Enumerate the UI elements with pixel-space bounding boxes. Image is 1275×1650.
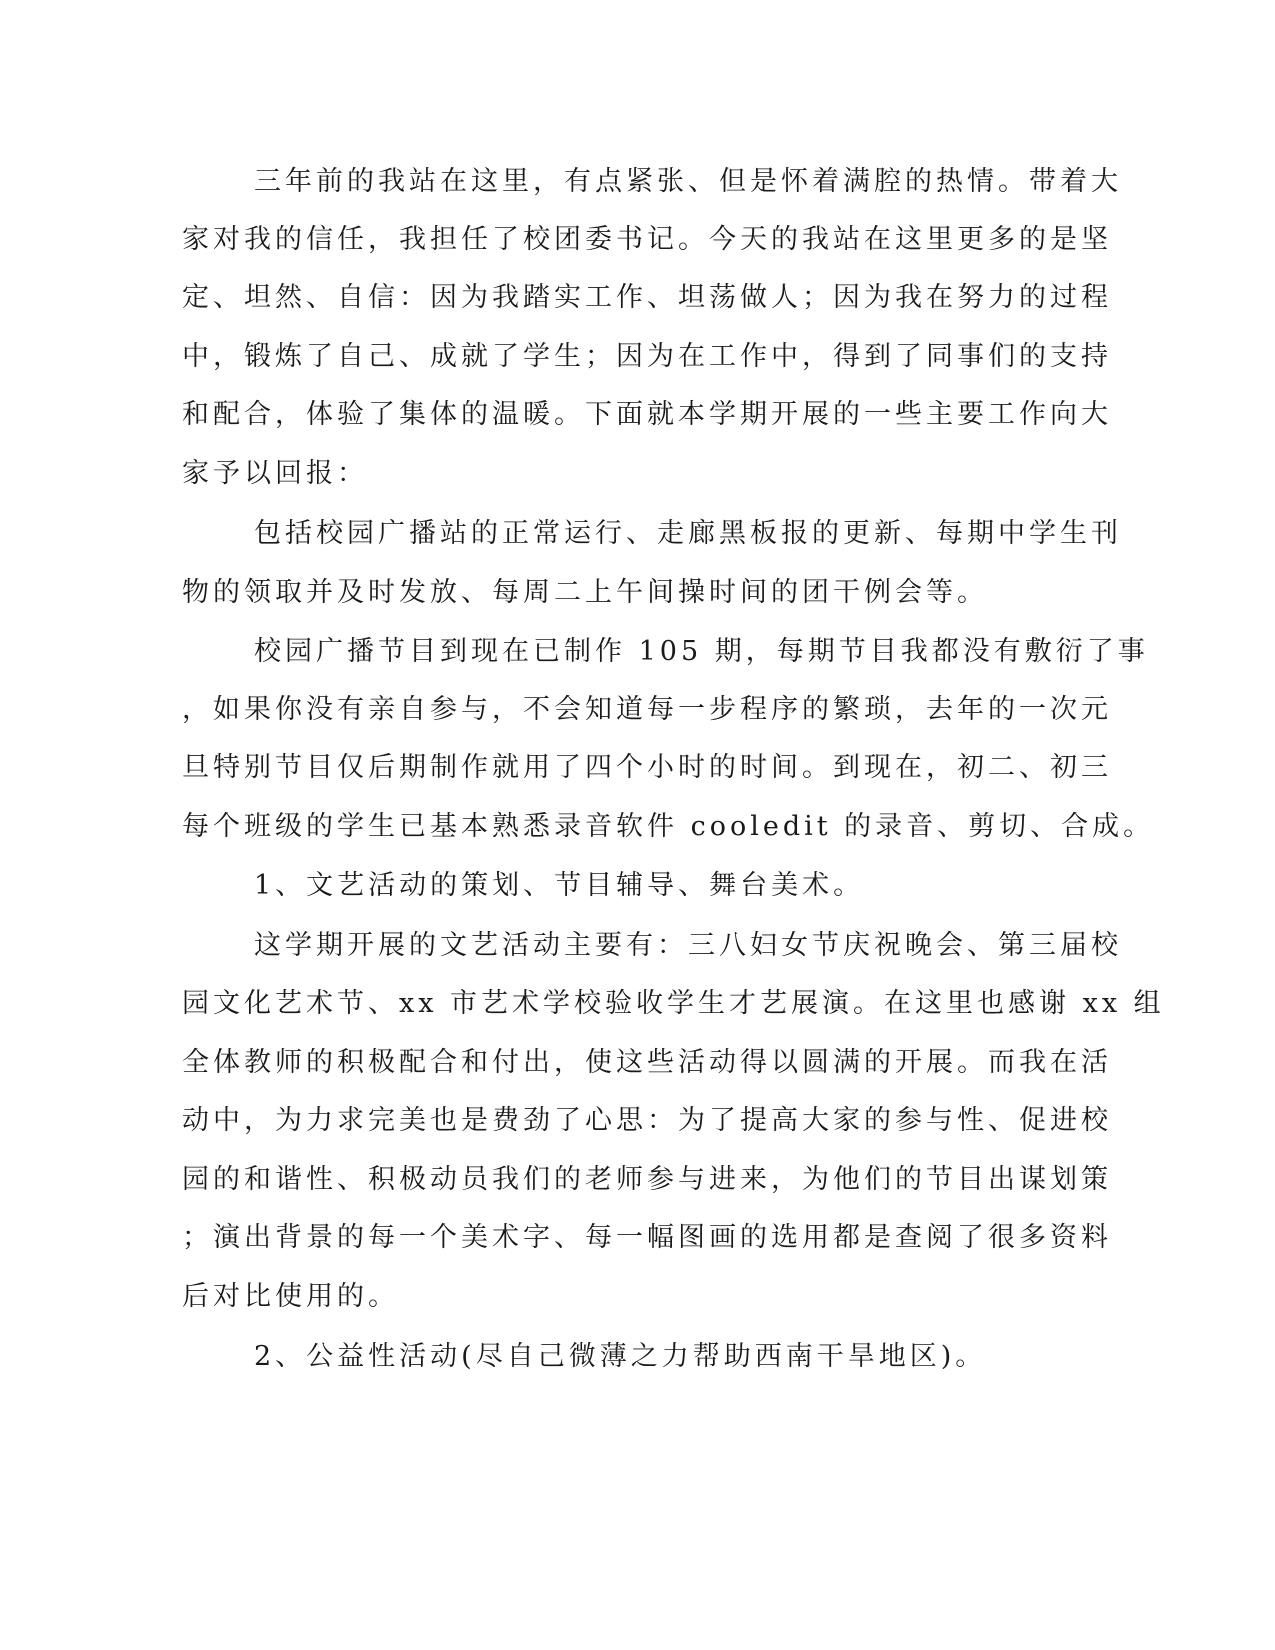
text-line: 家予以回报： bbox=[182, 458, 368, 489]
text-line: 中，锻炼了自己、成就了学生；因为在工作中，得到了同事们的支持 bbox=[182, 341, 1112, 372]
text-line: ，如果你没有亲自参与，不会知道每一步程序的繁琐，去年的一次元 bbox=[182, 694, 1112, 725]
text-line: 校园广播节目到现在已制作 105 期，每期节目我都没有敷衍了事 bbox=[254, 636, 1149, 667]
text-line: 后对比使用的。 bbox=[182, 1281, 399, 1312]
text-line: 定、坦然、自信：因为我踏实工作、坦荡做人；因为我在努力的过程 bbox=[182, 282, 1112, 313]
text-line: ；演出背景的每一个美术字、每一幅图画的选用都是查阅了很多资料 bbox=[182, 1222, 1112, 1253]
text-line: 包括校园广播站的正常运行、走廊黑板报的更新、每期中学生刊 bbox=[254, 518, 1122, 549]
text-line: 园的和谐性、积极动员我们的老师参与进来，为他们的节目出谋划策 bbox=[182, 1164, 1112, 1195]
section-heading: 1、文艺活动的策划、节目辅导、舞台美术。 bbox=[254, 870, 865, 901]
text-line: 三年前的我站在这里，有点紧张、但是怀着满腔的热情。带着大 bbox=[254, 166, 1122, 197]
text-line: 和配合，体验了集体的温暖。下面就本学期开展的一些主要工作向大 bbox=[182, 399, 1112, 430]
text-line: 动中，为力求完美也是费劲了心思：为了提高大家的参与性、促进校 bbox=[182, 1105, 1112, 1136]
text-line: 旦特别节目仅后期制作就用了四个小时的时间。到现在，初二、初三 bbox=[182, 752, 1112, 783]
text-line: 园文化艺术节、xx 市艺术学校验收学生才艺展演。在这里也感谢 xx 组 bbox=[182, 988, 1165, 1019]
text-line: 家对我的信任，我担任了校团委书记。今天的我站在这里更多的是坚 bbox=[182, 224, 1112, 255]
section-heading: 2、公益性活动(尽自己微薄之力帮助西南干旱地区)。 bbox=[254, 1341, 987, 1372]
text-line: 每个班级的学生已基本熟悉录音软件 cooledit 的录音、剪切、合成。 bbox=[182, 811, 1155, 842]
text-line: 全体教师的积极配合和付出，使这些活动得以圆满的开展。而我在活 bbox=[182, 1047, 1112, 1078]
text-line: 物的领取并及时发放、每周二上午间操时间的团干例会等。 bbox=[182, 577, 988, 608]
text-line: 这学期开展的文艺活动主要有：三八妇女节庆祝晚会、第三届校 bbox=[254, 930, 1122, 961]
